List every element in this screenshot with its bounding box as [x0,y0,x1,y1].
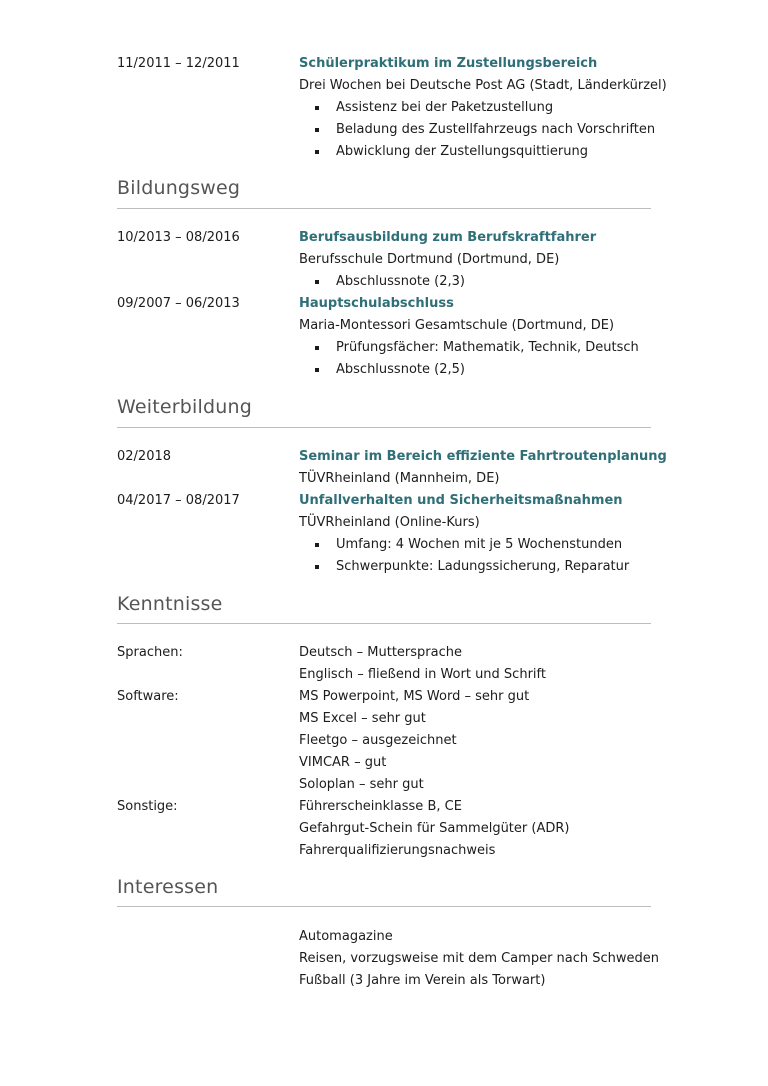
bullet-icon [315,346,319,350]
bullet-item: Umfang: 4 Wochen mit je 5 Wochenstunden [299,534,659,556]
entry-title: Hauptschulabschluss [299,296,454,311]
interest-item: Automagazine [299,929,393,944]
skill-list-sprachen [299,642,659,686]
skill-item: Fleetgo – ausgezeichnet [299,733,457,748]
entry-title: Unfallverhalten und Sicherheitsmaßnahmen [299,493,623,508]
skill-item: Fahrerqualifizierungsnachweis [299,843,496,858]
bullet-item: Assistenz bei der Paketzustellung [299,97,659,119]
section-divider [117,623,651,624]
interest-item: Fußball (3 Jahre im Verein als Torwart) [299,973,546,988]
entry-date: 04/2017 – 08/2017 [117,493,240,508]
skill-label-software: Software: [117,689,179,704]
entry-title: Schülerpraktikum im Zustellungsbereich [299,56,598,71]
skill-item: Englisch – fließend in Wort und Schrift [299,667,546,682]
skill-label-sprachen: Sprachen: [117,645,183,660]
entry-date: 09/2007 – 06/2013 [117,296,240,311]
entry-date: 02/2018 [117,449,172,464]
section-divider [117,208,651,209]
entry-place: TÜVRheinland (Online-Kurs) [299,515,480,530]
bullet-icon [315,368,319,372]
skill-item: MS Excel – sehr gut [299,711,426,726]
entry-place: Drei Wochen bei Deutsche Post AG (Stadt, Länderkürzel) [299,78,667,93]
skill-item: Soloplan – sehr gut [299,777,424,792]
entry-place: TÜVRheinland (Mannheim, DE) [299,471,500,486]
bullet-icon [315,106,319,110]
bullet-item: Schwerpunkte: Ladungssicherung, Reparatur [299,556,659,578]
bullet-item: Abwicklung der Zustellungsquittierung [299,141,659,163]
bullet-item: Abschlussnote (2,3) [299,271,659,293]
entry-date: 11/2011 – 12/2011 [117,56,240,71]
entry-date: 10/2013 – 08/2016 [117,230,240,245]
section-heading-kenntnisse: Kenntnisse [117,593,223,615]
section-heading-interessen: Interessen [117,876,219,898]
bullet-item: Abschlussnote (2,5) [299,359,659,381]
bullet-icon [315,150,319,154]
entry-body [299,293,659,381]
skill-item: Führerscheinklasse B, CE [299,799,462,814]
skill-item: Gefahrgut-Schein für Sammelgüter (ADR) [299,821,570,836]
skill-item: VIMCAR – gut [299,755,387,770]
skill-label-sonstige: Sonstige: [117,799,178,814]
section-heading-bildungsweg: Bildungsweg [117,177,241,199]
bullet-icon [315,565,319,569]
entry-body [299,490,659,578]
section-heading-weiterbildung: Weiterbildung [117,396,253,418]
bullet-icon [315,543,319,547]
skill-list-software [299,686,659,796]
entry-body [299,446,667,490]
skill-item: Deutsch – Muttersprache [299,645,462,660]
bullet-icon [315,128,319,132]
section-divider [117,427,651,428]
entry-place: Berufsschule Dortmund (Dortmund, DE) [299,252,560,267]
bullet-item: Beladung des Zustellfahrzeugs nach Vorschriften [299,119,659,141]
interest-item: Reisen, vorzugsweise mit dem Camper nach Schweden [299,951,660,966]
skill-list-sonstige [299,796,659,862]
bullet-icon [315,280,319,284]
interests-list [299,926,659,992]
bullet-item: Prüfungsfächer: Mathematik, Technik, Deutsch [299,337,659,359]
skill-item: MS Powerpoint, MS Word – sehr gut [299,689,530,704]
entry-place: Maria-Montessori Gesamtschule (Dortmund, DE) [299,318,615,333]
entry-title: Seminar im Bereich effiziente Fahrtroutenplanung [299,449,667,464]
entry-body [299,53,667,163]
entry-body [299,227,659,293]
entry-title: Berufsausbildung zum Berufskraftfahrer [299,230,597,245]
section-divider [117,906,651,907]
